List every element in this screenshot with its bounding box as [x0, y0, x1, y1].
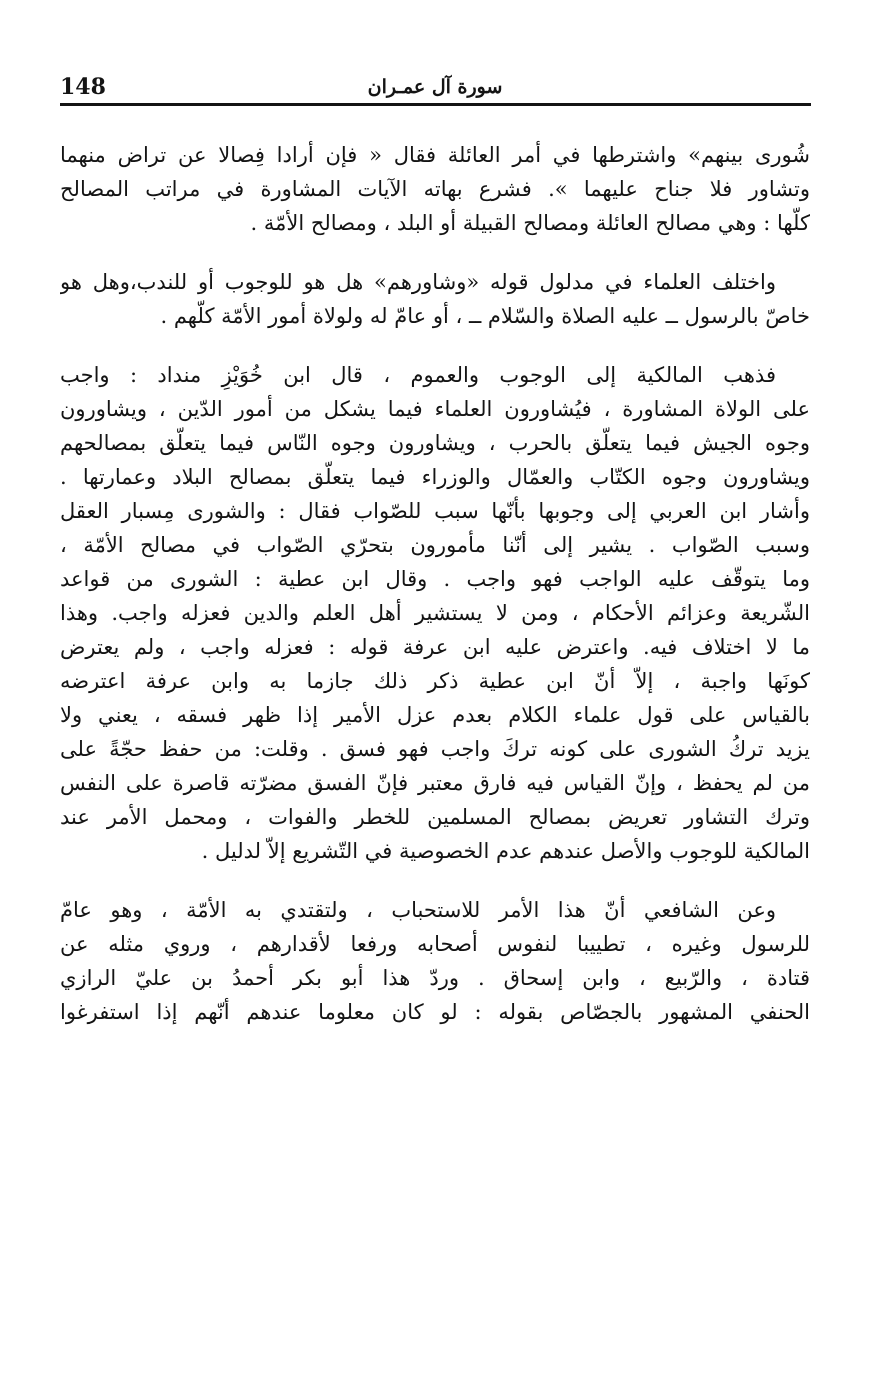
text-line: ويشاورون وجوه الكتّاب والعمّال والوزراء فيما يتعلّق بمصالح البلاد وعمارتها . [60, 465, 810, 489]
text-line: الشّريعة وعزائم الأحكام ، ومن لا يستشير أهل العلم والدين فعزله واجب. وهذا [60, 601, 810, 625]
text-line: المالكية للوجوب والأصل عندهم عدم الخصوصية في التّشريع إلاّ لدليل . [201, 839, 810, 863]
text-line: للرسول وغيره ، تطييبا لنفوس أصحابه ورفعا لأقدارهم ، وروي مثله عن [60, 932, 810, 956]
text-line: وما يتوقّف عليه الواجب فهو واجب . وقال ابن عطية : الشورى من قواعد [60, 567, 810, 591]
text-line: من لم يحفظ ، وإنّ القياس فيه فارق معتبر فإنّ الفسق مضرّته قاصرة على النفس [60, 771, 810, 795]
text-line: وترك التشاور تعريض بمصالح المسلمين للخطر والفوات ، ومحمل الأمر عند [60, 805, 810, 829]
text-line: كلّها : وهي مصالح العائلة ومصالح القبيلة أو البلد ، ومصالح الأمّة . [250, 211, 810, 235]
body-text [60, 138, 810, 1029]
text-line: وتشاور فلا جناح عليهما ». فشرع بهاته الآيات المشاورة في مراتب المصالح [60, 177, 810, 201]
text-line: وجوه الجيش فيما يتعلّق بالحرب ، ويشاورون وجوه النّاس فيما يتعلّق بمصالحهم [60, 431, 810, 455]
paragraph-2 [60, 265, 810, 333]
text-line: وسبب الصّواب . يشير إلى أنّنا مأمورون بتحرّي الصّواب في مصالح الأمّة ، [60, 533, 810, 557]
text-line: كونَها واجبة ، إلاّ أنّ ابن عطية ذكر ذلك جازما به وابن عرفة اعترضه [60, 669, 810, 693]
surah-title: سورة آل عمـران [367, 76, 503, 98]
page-header [60, 72, 810, 106]
paragraph-1 [60, 138, 810, 240]
header-rule [60, 103, 811, 106]
text-line: يزيد تركُ الشورى على كونه تركَ واجب فهو فسق . وقلت: من حفظ حجّةً على [60, 737, 810, 761]
text-line: واختلف العلماء في مدلول قوله «وشاورهم» هل هو للوجوب أو للندب،وهل هو [60, 270, 776, 294]
paragraph-gap [60, 868, 810, 893]
text-line: ما لا اختلاف فيه. واعترض عليه ابن عرفة قوله : فعزله واجب ، ولم يعترض [60, 635, 810, 659]
paragraph-4 [60, 893, 810, 1029]
text-line: خاصّ بالرسول ــ عليه الصلاة والسّلام ــ ، أو عامّ له ولولاة أمور الأمّة كلّهم . [160, 304, 810, 328]
text-line: فذهب المالكية إلى الوجوب والعموم ، قال ابن خُوَيْزِ منداد : واجب [60, 363, 776, 387]
page-number: 148 [60, 74, 106, 100]
paragraph-gap [60, 240, 810, 265]
text-line: على الولاة المشاورة ، فيُشاورون العلماء فيما يشكل من أمور الدّين ، ويشاورون [60, 397, 810, 421]
text-line: وعن الشافعي أنّ هذا الأمر للاستحباب ، ولتقتدي به الأمّة ، وهو عامّ [60, 898, 776, 922]
text-line: شُورى بينهم» واشترطها في أمر العائلة فقال « فإن أرادا فِصالا عن تراض منهما [60, 143, 810, 167]
text-line: الحنفي المشهور بالجصّاص بقوله : لو كان معلوما عندهم أنّهم إذا استفرغوا [60, 1000, 810, 1024]
text-line: بالقياس على قول علماء الكلام بعدم عزل الأمير إذا ظهر فسقه ، يعني ولا [60, 703, 810, 727]
paragraph-gap [60, 333, 810, 358]
paragraph-3 [60, 358, 810, 868]
text-line: قتادة ، والرّبيع ، وابن إسحاق . وردّ هذا أبو بكر أحمدُ بن عليّ الرازي [60, 966, 810, 990]
text-line: وأشار ابن العربي إلى وجوبها بأنّها سبب للصّواب فقال : والشورى مِسبار العقل [60, 499, 810, 523]
